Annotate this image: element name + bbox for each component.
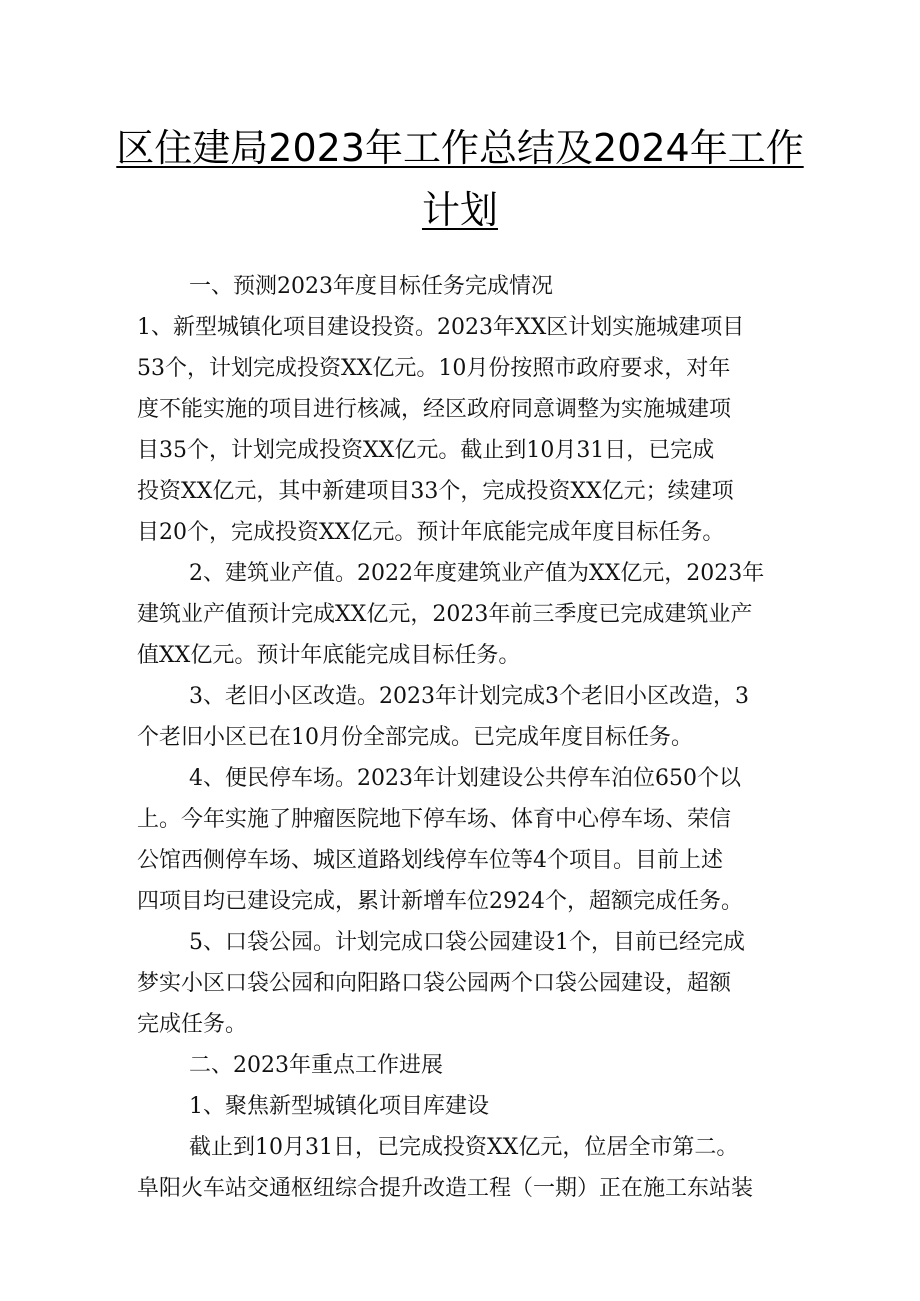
document-body bbox=[137, 266, 787, 1209]
text-line: 个老旧小区已在10月份全部完成。已完成年度目标任务。 bbox=[137, 725, 693, 750]
text-line: 2、建筑业产值。2022年度建筑业产值为XX亿元，2023年 bbox=[189, 561, 765, 586]
text-line: 截止到10月31日，已完成投资XX亿元，位居全市第二。 bbox=[189, 1135, 739, 1160]
text-line: 值XX亿元。预计年底能完成目标任务。 bbox=[137, 643, 521, 668]
text-line: 5、口袋公园。计划完成口袋公园建设1个，目前已经完成 bbox=[189, 930, 745, 955]
text-line: 1、聚焦新型城镇化项目库建设 bbox=[189, 1094, 489, 1119]
text-line: 目35个，计划完成投资XX亿元。截止到10月31日，已完成 bbox=[137, 438, 715, 463]
text-line: 度不能实施的项目进行核减，经区政府同意调整为实施城建项 bbox=[137, 397, 732, 422]
text-line: 4、便民停车场。2023年计划建设公共停车泊位650个以 bbox=[189, 766, 741, 791]
text-line: 53个，计划完成投资XX亿元。10月份按照市政府要求，对年 bbox=[137, 356, 731, 381]
text-line: 1、新型城镇化项目建设投资。2023年XX区计划实施城建项目 bbox=[137, 315, 745, 340]
text-line: 梦实小区口袋公园和向阳路口袋公园两个口袋公园建设，超额 bbox=[137, 971, 732, 996]
text-line: 3、老旧小区改造。2023年计划完成3个老旧小区改造，3 bbox=[189, 684, 749, 709]
text-line: 四项目均已建设完成，累计新增车位2924个，超额完成任务。 bbox=[137, 889, 743, 914]
text-line: 阜阳火车站交通枢纽综合提升改造工程（一期）正在施工东站装 bbox=[137, 1176, 754, 1201]
text-line: 目20个，完成投资XX亿元。预计年底能完成年度目标任务。 bbox=[137, 520, 725, 545]
document-title-line-1: 区住建局2023年工作总结及2024年工作 bbox=[116, 126, 804, 170]
text-line: 完成任务。 bbox=[137, 1012, 248, 1037]
text-line: 上。今年实施了肿瘤医院地下停车场、体育中心停车场、荣信 bbox=[137, 807, 732, 832]
text-line: 二、2023年重点工作进展 bbox=[189, 1053, 443, 1078]
text-line: 投资XX亿元，其中新建项目33个，完成投资XX亿元；续建项 bbox=[137, 479, 734, 504]
text-line: 一、预测2023年度目标任务完成情况 bbox=[189, 274, 553, 299]
text-line: 建筑业产值预计完成XX亿元，2023年前三季度已完成建筑业产 bbox=[137, 602, 753, 627]
text-line: 公馆西侧停车场、城区道路划线停车位等4个项目。目前上述 bbox=[137, 848, 723, 873]
document-title-line-2: 计划 bbox=[421, 188, 498, 232]
